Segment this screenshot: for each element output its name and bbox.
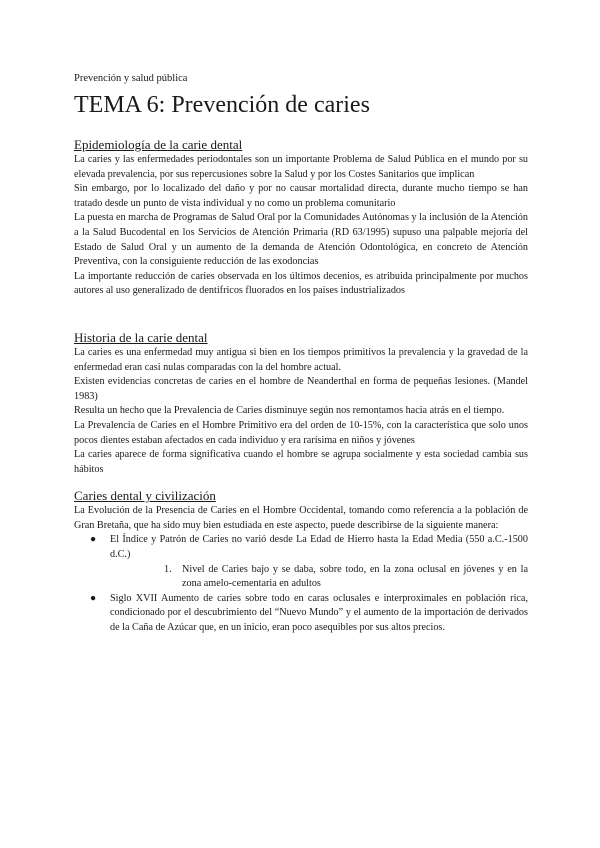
paragraph: La caries aparece de forma significativa cuando el hombre se agrupa socialmente y esta sociedad cambia sus hábitos — [74, 449, 528, 475]
page-title: TEMA 6: Prevención de caries — [74, 92, 370, 118]
paragraph: La caries es una enfermedad muy antigua si bien en los tiempos primitivos la prevalencia y la gravedad de la enfermedad eran casi nulas comparadas con la del hombre actual. — [74, 346, 528, 373]
numbered-list — [110, 563, 528, 592]
section-historia — [74, 329, 528, 477]
list-item-text: Nivel de Caries bajo y se daba, sobre todo, en la zona oclusal en jóvenes y en la zona amelo-cementaria en adultos — [182, 563, 528, 590]
list-item-text: El Índice y Patrón de Caries no varió desde La Edad de Hierro hasta la Edad Media (550 a.C.-1500 d.C.) — [110, 534, 528, 561]
paragraph: La puesta en marcha de Programas de Salud Oral por la Comunidades Autónomas y la inclusión de la Atención a la Salud Bucodental en los Servicios de Atención Primaria (RD 63/1995) supuso una palpable mejoría del Estado de Salud Oral y un aumento de la demanda de Atención Odontológica, en concreto de Atención Preventiva, con la consiguiente reducción de las exodoncias — [74, 212, 528, 268]
list-number: 1. — [164, 563, 172, 575]
document-page — [74, 60, 528, 636]
list-item-text: Siglo XVII Aumento de caries sobre todo en caras oclusales e interproximales en población rica, condicionado por el descubrimiento del “Nuevo Mundo” y el aumento de la importación de derivados de la Caña de Azúcar que, en un inicio, eran poco asequibles por sus altos precios. — [110, 592, 528, 634]
section-epidemiologia — [74, 136, 528, 299]
bullet-list — [74, 533, 528, 635]
list-item — [110, 563, 528, 592]
list-item — [74, 533, 528, 591]
paragraph: La Prevalencia de Caries en el Hombre Primitivo era del orden de 10-15%, con la característica que solo unos pocos dientes estaban afectados en cada individuo y era rarísima en niños y jóvenes — [74, 419, 528, 446]
list-item — [74, 592, 528, 636]
running-header: Prevención y salud pública — [74, 73, 188, 84]
section-heading: Caries dental y civilización — [74, 488, 216, 504]
section-heading: Historia de la carie dental — [74, 329, 208, 345]
bullet-marker: ● — [90, 592, 97, 604]
paragraph: Sin embargo, por lo localizado del daño y por no causar mortalidad directa, durante mucho tiempo se han tratado desde un punto de vista individual y no como un problema comunitario — [74, 183, 528, 209]
paragraph: La importante reducción de caries observada en los últimos decenios, es atribuida principalmente por muchos autores al uso generalizado de dentífricos fluorados en los países industrializados — [74, 270, 528, 297]
paragraph: Existen evidencias concretas de caries en el hombre de Neanderthal en forma de pequeñas lesiones. (Mandel 1983) — [74, 376, 528, 402]
section-heading: Epidemiología de la carie dental — [74, 137, 243, 152]
bullet-marker: ● — [90, 534, 97, 546]
paragraph: La Evolución de la Presencia de Caries en el Hombre Occidental, tomando como referencia a la población de Gran Bretaña, que ha sido muy bien estudiada en este aspecto, puede describirse de la siguiente manera: — [74, 505, 528, 531]
section-civilizacion — [74, 487, 528, 635]
paragraph: La caries y las enfermedades periodontales son un importante Problema de Salud Pública en el mundo por su elevada prevalencia, por sus repercusiones sobre la Salud y por los Costes Sanitarios que implican — [74, 154, 528, 180]
paragraph: Resulta un hecho que la Prevalencia de Caries disminuye según nos remontamos hacia atrás en el tiempo. — [74, 405, 505, 417]
